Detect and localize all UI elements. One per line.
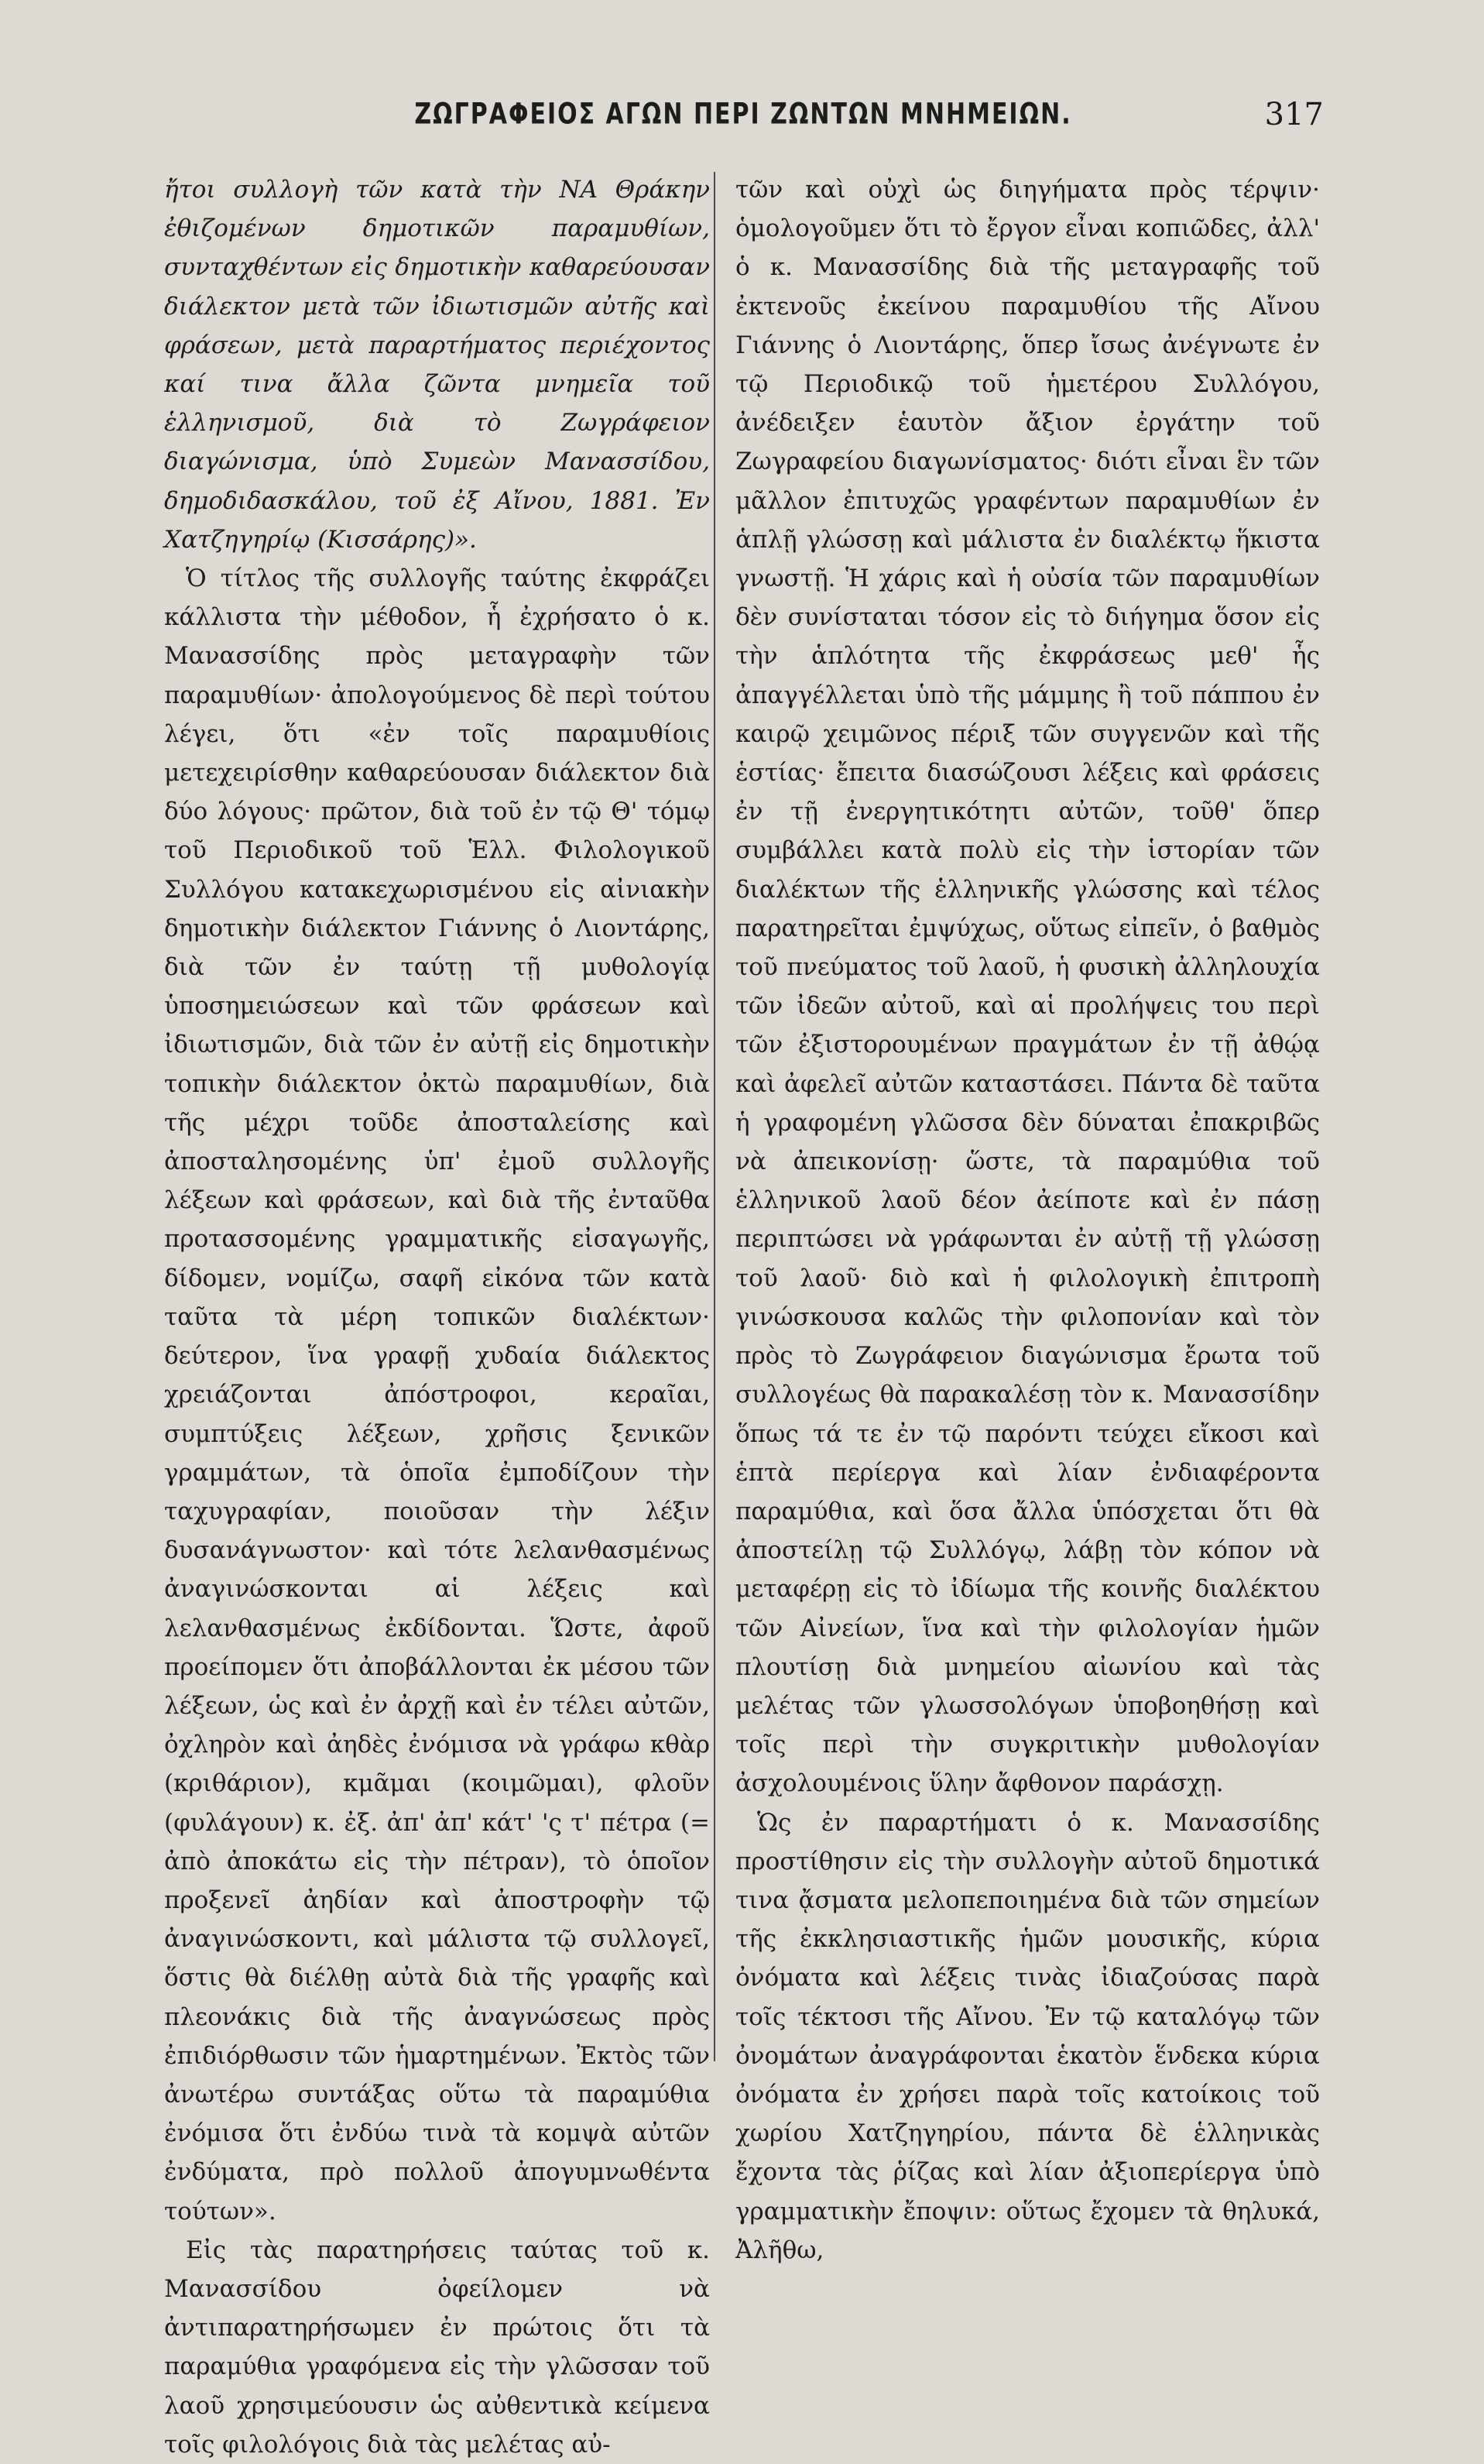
book-title-citation: ἤτοι συλλογὴ τῶν κατὰ τὴν ΝΑ Θράκην ἐθιζομένων δημοτικῶν παραμυθίων, συνταχθέντων εἰς δημοτικὴν καθαρεύουσαν διάλεκτον μετὰ τῶν ἰδιωτισμῶν αὐτῆς καὶ φράσεων, μετὰ παραρτήματος περιέχοντος καί τινα ἄλλα ζῶντα μνημεῖα τοῦ ἑλληνισμοῦ, διὰ τὸ Ζωγράφειον διαγώνισμα, ὑπὸ Συμεὼν Μανασσίδου, δημοδιδασκάλου, τοῦ ἐξ Αἴνου, 1881. Ἐν Χατζηγηρίῳ (Κισσάρης)». — [164, 176, 710, 554]
right-column — [735, 170, 1320, 2270]
page-number: 317 — [1264, 97, 1324, 132]
right-paragraph-2: Ὡς ἐν παραρτήματι ὁ κ. Μανασσίδης προστίθησιν εἰς τὴν συλλογὴν αὐτοῦ δημοτικά τινα ᾄσματα μελοπεποιημένα διὰ τῶν σημείων τῆς ἐκκλησιαστικῆς ἡμῶν μουσικῆς, κύρια ὀνόματα καὶ λέξεις τινὰς ἰδιαζούσας παρὰ τοῖς τέκτοσι τῆς Αἴνου. Ἐν τῷ καταλόγῳ τῶν ὀνομάτων ἀναγράφονται ἑκατὸν ἕνδεκα κύρια ὀνόματα ἐν χρήσει παρὰ τοῖς κατοίκοις τοῦ χωρίου Χατζηγηρίου, πάντα δὲ ἑλληνικὰς ἔχοντα τὰς ῥίζας καὶ λίαν ἀξιοπερίεργα ὑπὸ γραμματικὴν ἔποψιν: οὕτως ἔχομεν τὰ θηλυκά, Ἀλῆθω, — [735, 1808, 1320, 2264]
left-column — [164, 170, 710, 2464]
left-paragraph-2: Εἰς τὰς παρατηρήσεις ταύτας τοῦ κ. Μανασσίδου ὀφείλομεν νὰ ἀντιπαρατηρήσωμεν ἐν πρώτοις ὅτι τὰ παραμύθια γραφόμενα εἰς τὴν γλῶσσαν τοῦ λαοῦ χρησιμεύουσιν ὡς αὐθεντικὰ κείμενα τοῖς φιλολόγοις διὰ τὰς μελέτας αὐ- — [164, 2236, 710, 2459]
page-header — [163, 99, 1324, 146]
right-paragraph-1: τῶν καὶ οὐχὶ ὡς διηγήματα πρὸς τέρψιν· ὁμολογοῦμεν ὅτι τὸ ἔργον εἶναι κοπιῶδες, ἀλλ' ὁ κ. Μανασσίδης διὰ τῆς μεταγραφῆς τοῦ ἐκτενοῦς ἐκείνου παραμυθίου τῆς Αἴνου Γιάννης ὁ Λιοντάρης, ὅπερ ἴσως ἀνέγνωτε ἐν τῷ Περιοδικῷ τοῦ ἡμετέρου Συλλόγου, ἀνέδειξεν ἑαυτὸν ἄξιον ἐργάτην τοῦ Ζωγραφείου διαγωνίσματος· διότι εἶναι ἓν τῶν μᾶλλον ἐπιτυχῶς γραφέντων παραμυθίων ἐν ἁπλῇ γλώσσῃ καὶ μάλιστα ἐν διαλέκτῳ ἥκιστα γνωστῇ. Ἡ χάρις καὶ ἡ οὐσία τῶν παραμυθίων δὲν συνίσταται τόσον εἰς τὸ διήγημα ὅσον εἰς τὴν ἁπλότητα τῆς ἐκφράσεως μεθ' ἧς ἀπαγγέλλεται ὑπὸ τῆς μάμμης ἢ τοῦ πάππου ἐν καιρῷ χειμῶνος πέριξ τῶν συγγενῶν καὶ τῆς ἑστίας· ἔπειτα διασώζουσι λέξεις καὶ φράσεις ἐν τῇ ἐνεργητικότητι αὐτῶν, τοῦθ' ὅπερ συμβάλλει κατὰ πολὺ εἰς τὴν ἱστορίαν τῶν διαλέκτων τῆς ἑλληνικῆς γλώσσης καὶ τέλος παρατηρεῖται ἐμψύχως, οὕτως εἰπεῖν, ὁ βαθμὸς τοῦ πνεύματος τοῦ λαοῦ, ἡ φυσικὴ ἀλληλουχία τῶν ἰδεῶν αὐτοῦ, καὶ αἱ προλήψεις του περὶ τῶν ἐξιστορουμένων πραγμάτων ἐν τῇ ἀθῴᾳ καὶ ἀφελεῖ αὐτῶν καταστάσει. Πάντα δὲ ταῦτα ἡ γραφομένη γλῶσσα δὲν δύναται ἐπακριβῶς νὰ ἀπεικονίσῃ· ὥστε, τὰ παραμύθια τοῦ ἑλληνικοῦ λαοῦ δέον ἀείποτε καὶ ἐν πάσῃ περιπτώσει νὰ γράφωνται ἐν αὐτῇ τῇ γλώσσῃ τοῦ λαοῦ· διὸ καὶ ἡ φιλολογικὴ ἐπιτροπὴ γινώσκουσα καλῶς τὴν φιλοπονίαν καὶ τὸν πρὸς τὸ Ζωγράφειον διαγώνισμα ἔρωτα τοῦ συλλογέως θὰ παρακαλέσῃ τὸν κ. Μανασσίδην ὅπως τά τε ἐν τῷ παρόντι τεύχει εἴκοσι καὶ ἑπτὰ περίεργα καὶ λίαν ἐνδιαφέροντα παραμύθια, καὶ ὅσα ἄλλα ὑπόσχεται ὅτι θὰ ἀποστείλῃ τῷ Συλλόγῳ, λάβῃ τὸν κόπον νὰ μεταφέρῃ εἰς τὸ ἰδίωμα τῆς κοινῆς διαλέκτου τῶν Αἰνείων, ἵνα καὶ τὴν φιλολογίαν ἡμῶν πλουτίσῃ διὰ μνημείου αἰωνίου καὶ τὰς μελέτας τῶν γλωσσολόγων ὑποβοηθήσῃ καὶ τοῖς περὶ τὴν συγκριτικὴν μυθολογίαν ἀσχολουμένοις ὕλην ἄφθονον παράσχῃ. — [735, 176, 1320, 1798]
running-title: ΖΩΓΡΑΦΕΙΟΣ ΑΓΩΝ ΠΕΡΙ ΖΩΝΤΩΝ ΜΝΗΜΕΙΩΝ. — [414, 97, 1072, 132]
left-paragraph-1: Ὁ τίτλος τῆς συλλογῆς ταύτης ἐκφράζει κάλλιστα τὴν μέθοδον, ἧ ἐχρήσατο ὁ κ. Μανασσίδης πρὸς μεταγραφὴν τῶν παραμυθίων· ἀπολογούμενος δὲ περὶ τούτου λέγει, ὅτι «ἐν τοῖς παραμυθίοις μετεχειρίσθην καθαρεύουσαν διάλεκτον διὰ δύο λόγους· πρῶτον, διὰ τοῦ ἐν τῷ Θ' τόμῳ τοῦ Περιοδικοῦ τοῦ Ἑλλ. Φιλολογικοῦ Συλλόγου κατακεχωρισμένου εἰς αἰνιακὴν δημοτικὴν διάλεκτον Γιάννης ὁ Λιοντάρης, διὰ τῶν ἐν ταύτῃ τῇ μυθολογίᾳ ὑποσημειώσεων καὶ τῶν φράσεων καὶ ἰδιωτισμῶν, διὰ τῶν ἐν αὐτῇ εἰς δημοτικὴν τοπικὴν διάλεκτον ὀκτὼ παραμυθίων, διὰ τῆς μέχρι τοῦδε ἀποσταλείσης καὶ ἀποσταλησομένης ὑπ' ἐμοῦ συλλογῆς λέξεων καὶ φράσεων, καὶ διὰ τῆς ἐνταῦθα προτασσομένης γραμματικῆς εἰσαγωγῆς, δίδομεν, νομίζω, σαφῆ εἰκόνα τῶν κατὰ ταῦτα τὰ μέρη τοπικῶν διαλέκτων· δεύτερον, ἵνα γραφῇ χυδαία διάλεκτος χρειάζονται ἀπόστροφοι, κεραῖαι, συμπτύξεις λέξεων, χρῆσις ξενικῶν γραμμάτων, τὰ ὁποῖα ἐμποδίζουν τὴν ταχυγραφίαν, ποιοῦσαν τὴν λέξιν δυσανάγνωστον· καὶ τότε λελανθασμένως ἀναγινώσκονται αἱ λέξεις καὶ λελανθασμένως ἐκδίδονται. Ὥστε, ἀφοῦ προείπομεν ὅτι ἀποβάλλονται ἐκ μέσου τῶν λέξεων, ὡς καὶ ἐν ἀρχῇ καὶ ἐν τέλει αὐτῶν, ὀχληρὸν καὶ ἀηδὲς ἐνόμισα νὰ γράφω κθὰρ (κριθάριον), κμᾶμαι (κοιμῶμαι), φλοῦν (φυλάγουν) κ. ἐξ. ἀπ' ἀπ' κάτ' 'ς τ' πέτρα (= ἀπὸ ἀποκάτω εἰς τὴν πέτραν), τὸ ὁποῖον προξενεῖ ἀηδίαν καὶ ἀποστροφὴν τῷ ἀναγινώσκοντι, καὶ μάλιστα τῷ συλλογεῖ, ὅστις θὰ διέλθῃ αὐτὰ διὰ τῆς γραφῆς καὶ πλεονάκις διὰ τῆς ἀναγνώσεως πρὸς ἐπιδιόρθωσιν τῶν ἡμαρτημένων. Ἐκτὸς τῶν ἀνωτέρω συντάξας οὕτω τὰ παραμύθια ἐνόμισα ὅτι ἐνδύω τινὰ τὰ κομψὰ αὐτῶν ἐνδύματα, πρὸ πολλοῦ ἀπογυμνωθέντα τούτων». — [164, 565, 710, 2225]
column-divider — [714, 172, 715, 2061]
